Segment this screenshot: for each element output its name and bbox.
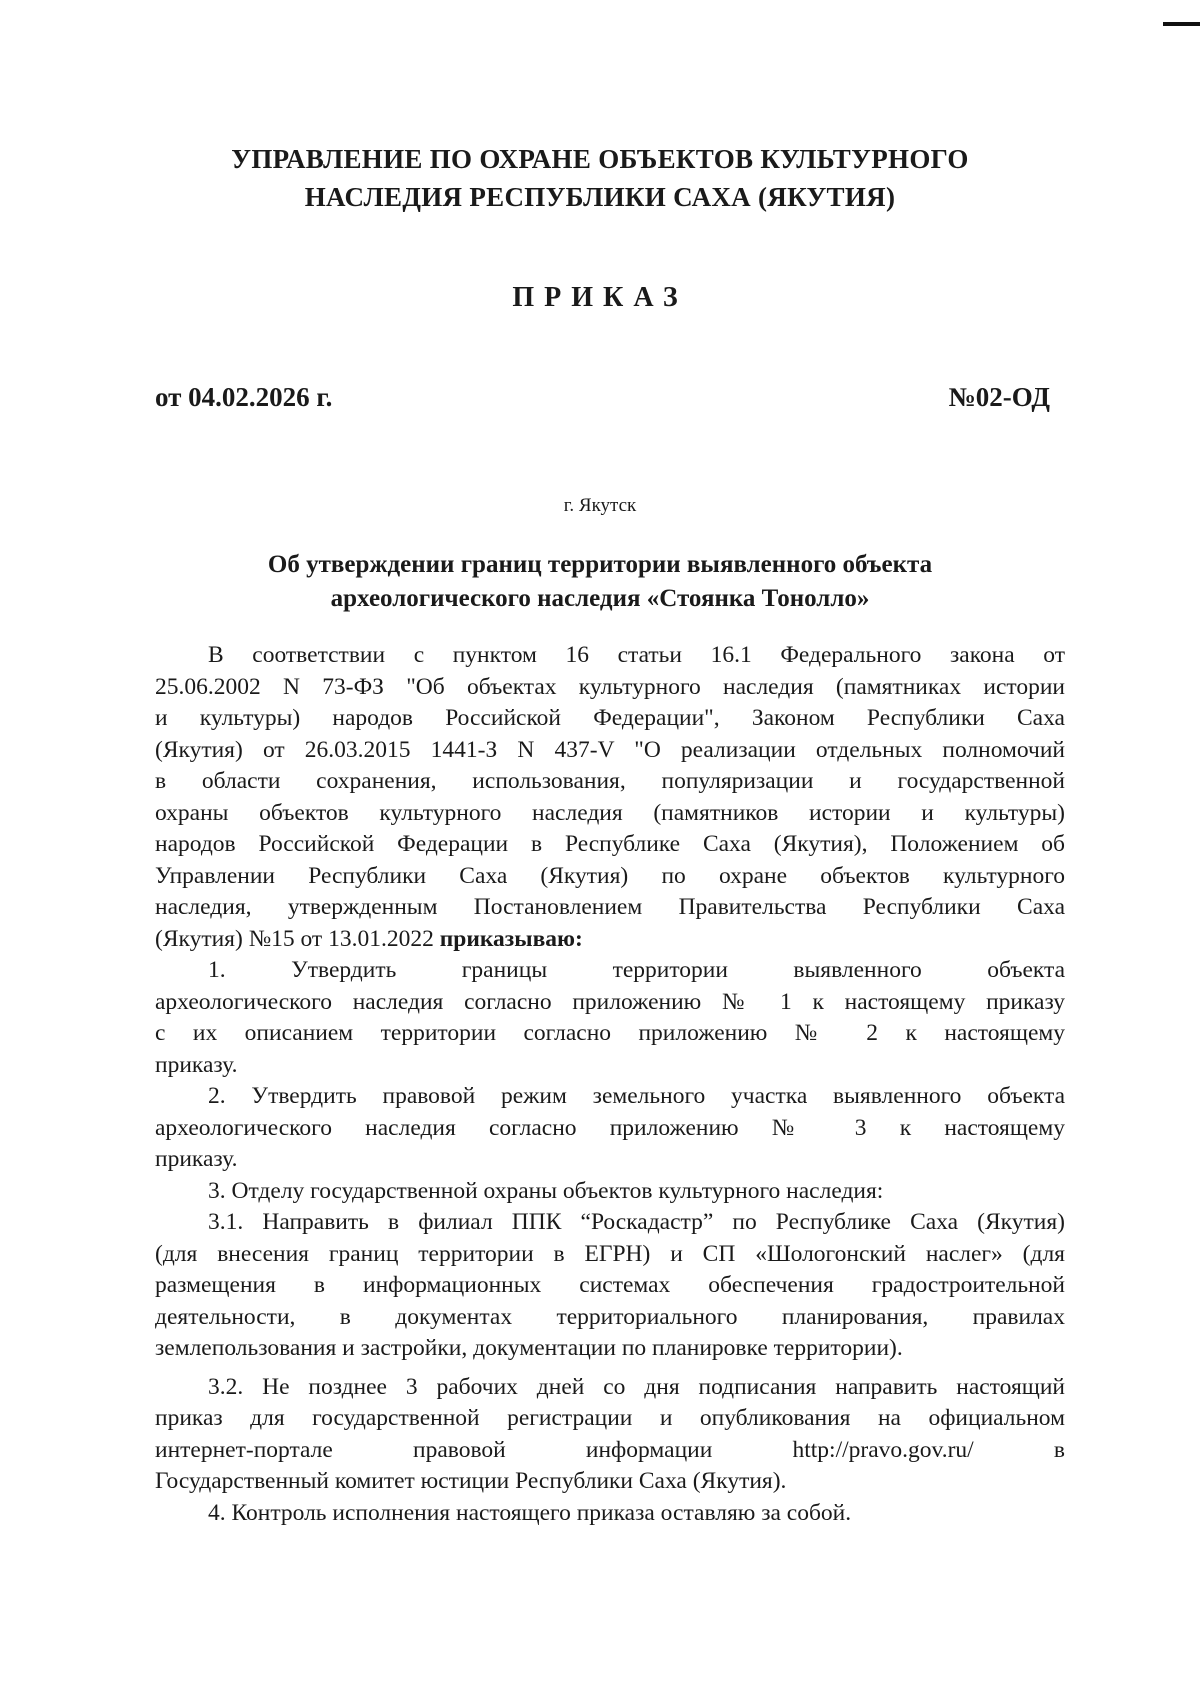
item-3-1-line: 3.1. Направить в филиал ППК “Роскадастр” по Республике Саха (Якутия) (208, 1209, 1065, 1235)
item-3-line: 3. Отделу государственной охраны объектов культурного наследия: (208, 1177, 884, 1204)
document-type: ПРИКАЗ (512, 282, 688, 313)
body-line: в области сохранения, использования, популяризации и государственной (155, 768, 1065, 794)
document-city: г. Якутск (563, 495, 637, 516)
body-line: Управлении Республики Саха (Якутия) по охране объектов культурного (155, 862, 1065, 889)
item-3-1-line: деятельности, в документах территориального планирования, правилах (155, 1303, 1065, 1330)
item-3-1-line: землепользования и застройки, документации по планировке территории). (155, 1335, 903, 1361)
subject-line: Об утверждении границ территории выявленного объекта (267, 551, 933, 578)
item-1-line: археологического наследия согласно приложению № 1 к настоящему приказу (155, 988, 1065, 1015)
body-line: наследия, утвержденным Постановлением Правительства Республики Саха (155, 894, 1065, 920)
body-line: В соответствии с пунктом 16 статьи 16.1 Федерального закона от (208, 642, 1065, 668)
corner-mark (1163, 22, 1200, 26)
document-number: №02-ОД (948, 382, 1050, 412)
order-verb: приказываю: (439, 925, 583, 952)
body-line: и культуры) народов Российской Федерации", Законом Республики Саха (155, 705, 1065, 731)
item-2-line: археологического наследия согласно приложению № 3 к настоящему (155, 1114, 1065, 1141)
document-body (155, 640, 1065, 1529)
item-3-1-line: размещения в информационных системах обеспечения градостроительной (155, 1272, 1065, 1298)
item-1-line: с их описанием территории согласно приложению № 2 к настоящему (155, 1020, 1065, 1046)
item-1-line: приказу. (155, 1051, 238, 1078)
item-3-2-line: Государственный комитет юстиции Республики Саха (Якутия). (155, 1468, 787, 1494)
subject-line: археологического наследия «Стоянка Тонолло» (330, 585, 870, 612)
body-line: 25.06.2002 N 73-ФЗ "Об объектах культурного наследия (памятниках истории (155, 673, 1065, 700)
item-2-line: 2. Утвердить правовой режим земельного участка выявленного объекта (208, 1083, 1065, 1109)
item-3-2-line: интернет-портале правовой информации http://pravo.gov.ru/ в (155, 1436, 1065, 1463)
body-line: (Якутия) от 26.03.2015 1441-З N 437-V "О реализации отдельных полномочий (155, 736, 1065, 763)
item-3-1-line: (для внесения границ территории в ЕГРН) и СП «Шологонский наслег» (для (155, 1240, 1065, 1267)
item-3-2-line: приказ для государственной регистрации и опубликования на официальном (155, 1405, 1065, 1431)
org-title-line: УПРАВЛЕНИЕ ПО ОХРАНЕ ОБЪЕКТОВ КУЛЬТУРНОГО (231, 144, 969, 174)
document-date: от 04.02.2026 г. (155, 382, 333, 412)
body-text: (Якутия) №15 от 13.01.2022 (155, 925, 434, 952)
item-4-line: 4. Контроль исполнения настоящего приказа оставляю за собой. (208, 1499, 852, 1526)
item-3-2-line: 3.2. Не позднее 3 рабочих дней со дня подписания направить настоящий (208, 1373, 1065, 1400)
body-line (155, 924, 1065, 956)
body-line: народов Российской Федерации в Республике Саха (Якутия), Положением об (155, 831, 1065, 857)
item-1-line: 1. Утвердить границы территории выявленного объекта (208, 957, 1065, 983)
body-line: охраны объектов культурного наследия (памятников истории и культуры) (155, 799, 1065, 826)
org-title-line: НАСЛЕДИЯ РЕСПУБЛИКИ САХА (ЯКУТИЯ) (304, 182, 896, 212)
document-subject (0, 548, 1200, 616)
organization-title (0, 140, 1200, 216)
item-2-line: приказу. (155, 1146, 238, 1172)
